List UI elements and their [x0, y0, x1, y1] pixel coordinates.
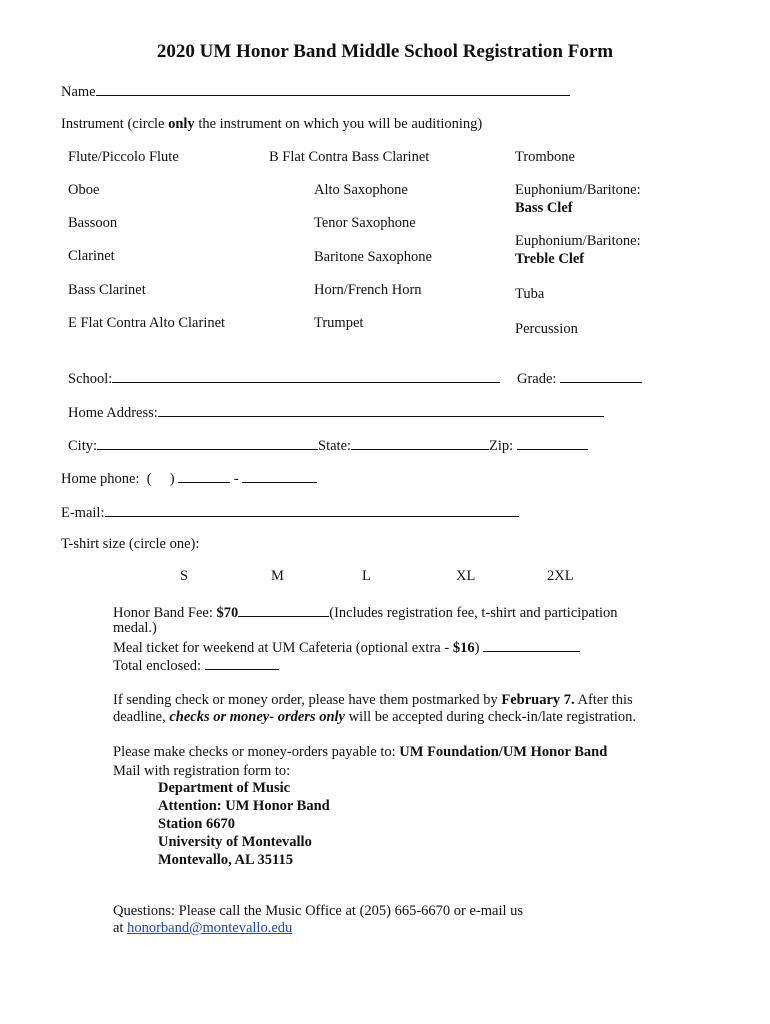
instrument-option[interactable]: Flute/Piccolo Flute: [68, 149, 179, 165]
city-label: City:: [68, 438, 98, 454]
instrument-option[interactable]: Clarinet: [68, 248, 115, 264]
page-title: 2020 UM Honor Band Middle School Registration Form: [156, 41, 614, 62]
email-row: [61, 502, 519, 522]
email-link[interactable]: honorband@montevallo.edu: [127, 920, 293, 936]
mail-instruction: Mail with registration form to:: [113, 763, 291, 779]
phone-number-field[interactable]: [242, 468, 317, 483]
instrument-option[interactable]: Trumpet: [314, 315, 364, 331]
payee: UM Foundation/UM Honor Band: [399, 744, 608, 760]
grade-label: Grade:: [517, 371, 557, 387]
school-row: [68, 368, 500, 388]
address-line: Attention: UM Honor Band: [158, 798, 330, 814]
tshirt-size-l[interactable]: L: [362, 568, 371, 584]
phone-prefix-field[interactable]: [178, 468, 230, 483]
postmark-line-1: If sending check or money order, please have them postmarked by February 7. After this: [113, 692, 633, 708]
address-line: Montevallo, AL 35115: [158, 852, 293, 868]
address-line: Station 6670: [158, 816, 235, 832]
instrument-option[interactable]: Trombone: [515, 149, 575, 165]
instrument-option[interactable]: Horn/French Horn: [314, 282, 422, 298]
state-field[interactable]: [351, 435, 489, 450]
home-address-field[interactable]: [158, 402, 604, 417]
grade-field[interactable]: [560, 368, 642, 383]
tshirt-label: T-shirt size (circle one):: [61, 536, 200, 552]
postmark-line-2: deadline, checks or money- orders only will be accepted during check-in/late registration.: [113, 709, 637, 725]
zip-label: Zip:: [489, 438, 514, 454]
instrument-option[interactable]: Tenor Saxophone: [314, 215, 416, 231]
zip-field[interactable]: [517, 435, 588, 450]
name-row: [61, 81, 570, 101]
honor-band-fee-line: Honor Band Fee: $70 (Includes registration fee, t-shirt and participation: [113, 602, 618, 622]
instrument-option[interactable]: Bassoon: [68, 215, 118, 231]
city-state-zip-row: [68, 435, 588, 455]
meal-ticket-field[interactable]: [483, 637, 580, 652]
questions-line: Questions: Please call the Music Office at (205) 665-6670 or e-mail us: [113, 903, 524, 919]
email-label: E-mail:: [61, 505, 105, 521]
instrument-option[interactable]: Oboe: [68, 182, 100, 198]
name-label: Name: [61, 84, 96, 100]
address-line: University of Montevallo: [158, 834, 312, 850]
name-field[interactable]: [96, 81, 570, 96]
meal-ticket-line: Meal ticket for weekend at UM Cafeteria (optional extra - $16): [113, 637, 580, 657]
school-label: School:: [68, 371, 113, 387]
instrument-option[interactable]: Baritone Saxophone: [314, 249, 432, 265]
instrument-option-euphonium-bass[interactable]: Euphonium/Baritone: Bass Clef: [515, 182, 641, 216]
meal-amount: $16: [452, 640, 475, 656]
address-line: Department of Music: [158, 780, 291, 796]
fee-field[interactable]: [238, 602, 329, 617]
home-phone-label: Home phone:: [61, 471, 140, 487]
questions-email-line: at honorband@montevallo.edu: [113, 920, 293, 936]
instrument-option[interactable]: Bass Clarinet: [68, 282, 146, 298]
tshirt-size-2xl[interactable]: 2XL: [547, 568, 574, 584]
honor-band-fee-line-2: medal.): [113, 620, 157, 636]
fee-amount: $70: [216, 605, 239, 621]
instrument-option[interactable]: Tuba: [515, 286, 545, 302]
state-label: State:: [318, 438, 352, 454]
grade-row: [517, 368, 642, 388]
payment-emphasis: checks or money- orders only: [169, 709, 345, 725]
total-enclosed-line: [113, 655, 279, 675]
home-phone-row: Home phone: ( ) -: [61, 468, 317, 488]
tshirt-size-m[interactable]: M: [271, 568, 284, 584]
instrument-option[interactable]: B Flat Contra Bass Clarinet: [269, 149, 430, 165]
instrument-option[interactable]: Percussion: [515, 321, 578, 337]
instrument-option[interactable]: E Flat Contra Alto Clarinet: [68, 315, 226, 331]
instrument-option-euphonium-treble[interactable]: Euphonium/Baritone: Treble Clef: [515, 233, 641, 267]
deadline-date: February 7.: [501, 692, 575, 708]
total-enclosed-field[interactable]: [205, 655, 279, 670]
tshirt-size-s[interactable]: S: [180, 568, 189, 584]
instrument-option[interactable]: Alto Saxophone: [314, 182, 408, 198]
email-field[interactable]: [105, 502, 519, 517]
home-address-row: [68, 402, 604, 422]
home-address-label: Home Address:: [68, 405, 158, 421]
payable-line: Please make checks or money-orders payable to: UM Foundation/UM Honor Band: [113, 744, 608, 760]
city-field[interactable]: [97, 435, 318, 450]
tshirt-size-xl[interactable]: XL: [456, 568, 476, 584]
instrument-instructions: Instrument (circle only the instrument on which you will be auditioning): [61, 116, 483, 132]
school-field[interactable]: [112, 368, 500, 383]
total-enclosed-label: Total enclosed:: [113, 658, 201, 674]
